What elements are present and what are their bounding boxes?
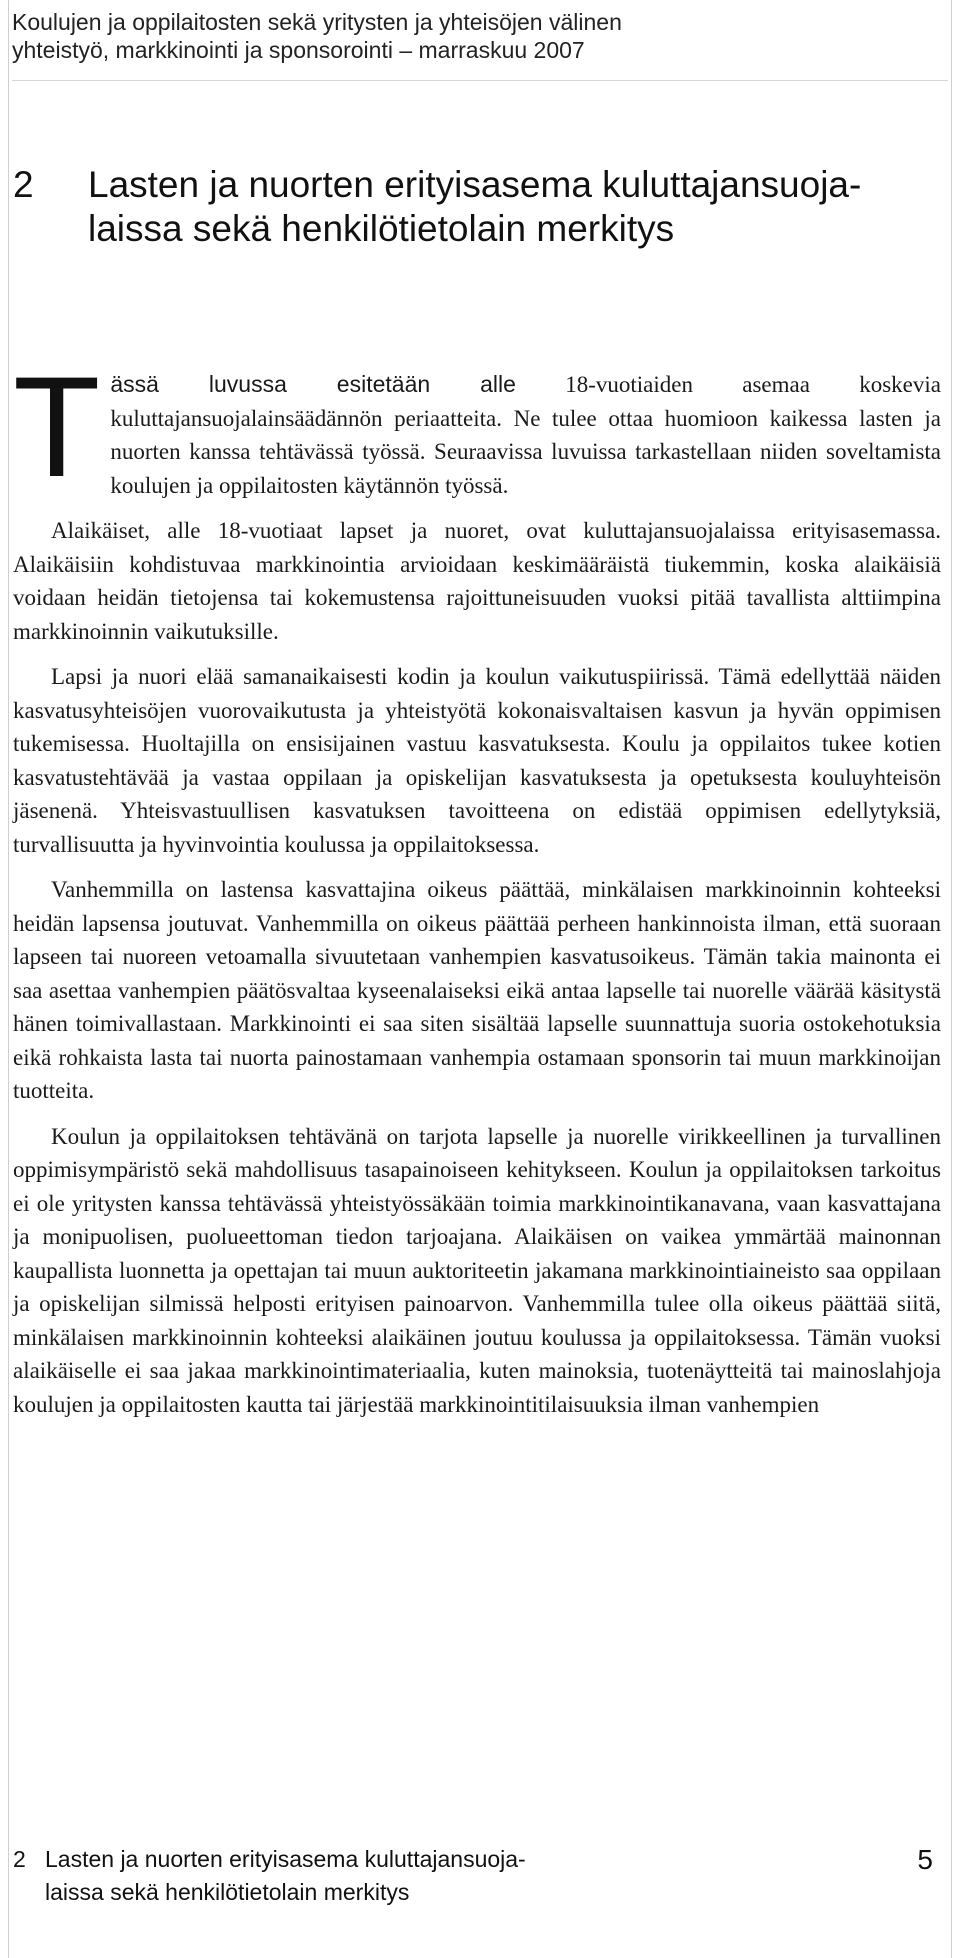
paragraph-1: Alaikäiset, alle 18-vuotiaat lapset ja nuoret, ovat kuluttajansuojalaissa erityisasemassa. Alaikäisiin kohdistuvaa markkinointia arvioidaan keskimääräistä tiukemmin, koska alaikäisiä voidaan heidän tietojensa tai kokemustensa rajoittuneisuuden vuoksi pitää tavallista alttiimpina markkinoinnin vaikutuksille. <box>13 518 941 644</box>
footer-chapter-title <box>45 1843 526 1909</box>
chapter-title <box>88 163 928 251</box>
body-text <box>13 348 941 1421</box>
drop-cap: T <box>13 348 101 507</box>
intro-text: 18-vuotiaiden asemaa koskevia kuluttajansuojalainsäädännön periaatteita. Ne tulee ottaa huomioon kaikessa lasten ja nuorten kanssa tehtävässä työssä. Seuraavissa luvuissa tarkastellaan niiden soveltamista koulujen ja oppilaitosten käytännön työssä. <box>110 372 941 498</box>
chapter-title-line-2: laissa sekä henkilötietolain merkitys <box>88 208 675 249</box>
footer-title-line-1: Lasten ja nuorten erityisasema kuluttajansuoja- <box>45 1846 526 1872</box>
paragraph-4: Koulun ja oppilaitoksen tehtävänä on tarjota lapselle ja nuorelle virikkeellinen ja turvallinen oppimisympäristö sekä mahdollisuus tasapainoiseen kehitykseen. Koulun ja oppilaitoksen tarkoitus ei ole yritysten kanssa tehtävässä yhteistyössäkään toimia markkinointikanavana, vaan kasvattajana ja monipuolisen, puolueettoman tiedon tarjoajana. Alaikäisen on vaikea ymmärtää mainonnan kaupallista luonnetta ja opettajan tai muun auktoriteetin jakamana markkinointiaineisto saa oppilaan ja opiskelijan silmissä helposti erityisen painoarvon. Vanhemmilla tulee olla oikeus päättää siitä, minkälaisen markkinoinnin kohteeksi alaikäinen joutuu koulussa ja oppilaitoksessa. Tämän vuoksi alaikäiselle ei saa jakaa markkinointimateriaalia, kuten mainoksia, tuotenäytteitä tai mainoslahjoja koulujen ja oppilaitosten kautta tai järjestää markkinointitilaisuuksia ilman vanhempien <box>13 1123 941 1417</box>
paragraph-3: Vanhemmilla on lastensa kasvattajina oikeus päättää, minkälaisen markkinoinnin kohteeksi heidän lapsensa joutuvat. Vanhemmilla on oikeus päättää perheen hankinnoista ilman, että suoraan lapseen tai nuoreen vetoamalla sivuutetaan vanhempien kasvatusoikeus. Tämän takia mainonta ei saa asettaa vanhempien päätösvaltaa kyseenalaiseksi eikä antaa lapselle tai nuorelle väärää käsitystä hänen toimivallastaan. Markkinointi ei saa siten sisältää lapselle suunnattuja suoria ostokehotuksia eikä rohkaista lasta tai nuorta painostamaan vanhempia ostamaan sponsorin tai muun markkinoijan tuotteita. <box>13 877 941 1103</box>
running-header-line-2: yhteistyö, markkinointi ja sponsorointi – marraskuu 2007 <box>12 37 585 63</box>
chapter-title-line-1: Lasten ja nuorten erityisasema kuluttajansuoja- <box>88 164 862 205</box>
footer-chapter-number: 2 <box>13 1846 26 1872</box>
page-number: 5 <box>917 1844 933 1875</box>
running-header-line-1: Koulujen ja oppilaitosten sekä yritysten ja yhteisöjen välinen <box>12 9 622 35</box>
footer-title-line-2: laissa sekä henkilötietolain merkitys <box>45 1879 410 1905</box>
intro-paragraph <box>13 348 941 507</box>
running-header <box>12 8 912 64</box>
intro-lead-in: ässä luvussa esitetään alle <box>110 371 516 397</box>
header-divider <box>12 80 948 81</box>
paragraph-2: Lapsi ja nuori elää samanaikaisesti kodin ja koulun vaikutuspiirissä. Tämä edellyttää näiden kasvatusyhteisöjen vuorovaikutusta ja yhteistyötä kokonaisvaltaisen kasvun ja hyvän oppimisen tukemisessa. Huoltajilla on ensisijainen vastuu kasvatuksesta. Koulu ja oppilaitos tukee kotien kasvatustehtävää ja vastaa oppilaan ja opiskelijan kasvatuksesta ja opetuksesta kouluyhteisön jäsenenä. Yhteisvastuullisen kasvatuksen tavoitteena on edistää oppimisen edellytyksiä, turvallisuutta ja hyvinvointia koulussa ja oppilaitoksessa. <box>13 664 941 857</box>
chapter-number: 2 <box>13 164 34 205</box>
